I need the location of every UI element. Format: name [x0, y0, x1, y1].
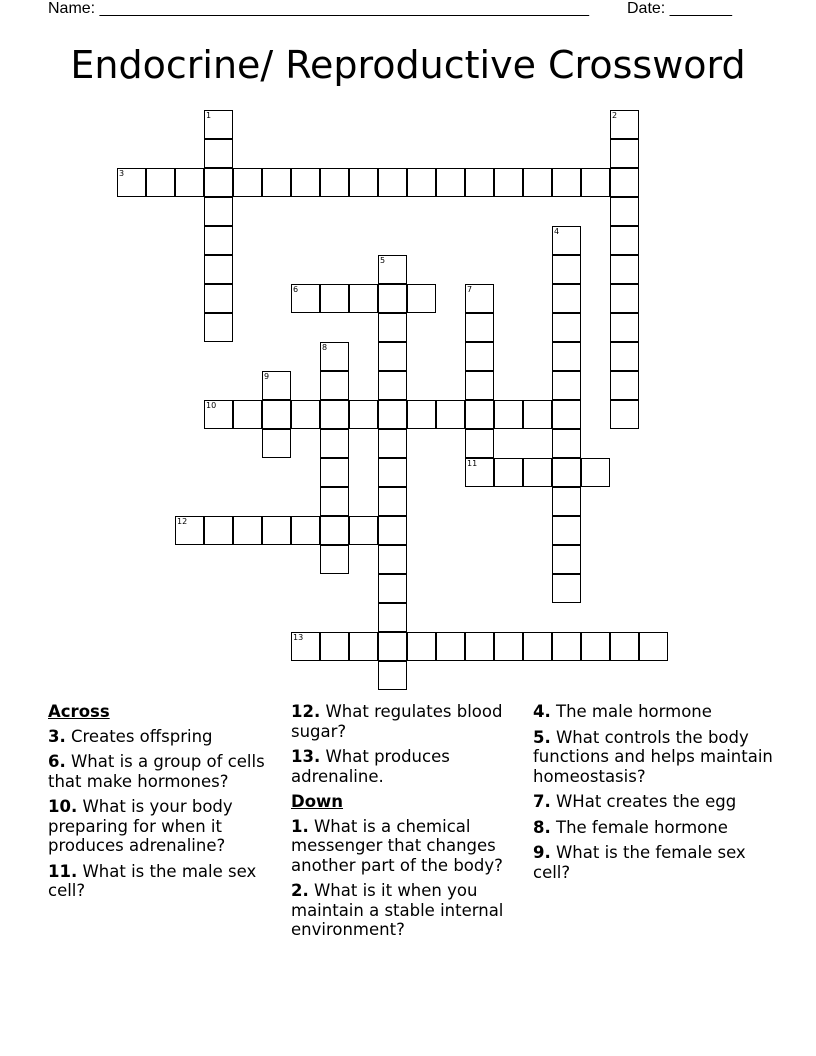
clue-down-5: 5. What controls the body functions and helps maintain homeostasis?	[533, 727, 773, 786]
grid-cell[interactable]	[233, 516, 262, 545]
grid-cell[interactable]	[204, 168, 233, 197]
page-title: Endocrine/ Reproductive Crossword	[70, 43, 746, 87]
grid-cell[interactable]	[552, 284, 581, 313]
clue-number: 13	[293, 633, 304, 642]
down-heading: Down	[291, 792, 344, 811]
grid-cell[interactable]	[204, 110, 233, 139]
clue-down-1: 1. What is a chemical messenger that changes another part of the body?	[291, 816, 503, 875]
clue-number: 6	[293, 285, 299, 294]
grid-cell[interactable]	[610, 110, 639, 139]
clue-across-10: 10. What is your body preparing for when it produces adrenaline?	[48, 797, 233, 855]
grid-cell[interactable]	[175, 516, 204, 545]
clue-number: 1	[206, 111, 212, 120]
grid-cell[interactable]	[494, 458, 523, 487]
grid-cell[interactable]	[465, 632, 494, 661]
grid-cell[interactable]	[407, 284, 436, 313]
grid-cell[interactable]	[262, 429, 291, 458]
grid-cell[interactable]	[204, 139, 233, 168]
clue-number: 3	[119, 169, 125, 178]
grid-cell[interactable]	[175, 168, 204, 197]
grid-cell[interactable]	[320, 168, 349, 197]
grid-cell[interactable]	[378, 632, 407, 661]
clue-number: 4	[554, 227, 560, 236]
clue-number: 2	[612, 111, 618, 120]
grid-cell[interactable]	[581, 632, 610, 661]
grid-cell[interactable]	[233, 168, 262, 197]
grid-cell[interactable]	[552, 226, 581, 255]
grid-cell[interactable]	[349, 284, 378, 313]
grid-cell[interactable]	[610, 342, 639, 371]
grid-cell[interactable]	[378, 661, 407, 690]
grid-cell[interactable]	[552, 371, 581, 400]
grid-cell[interactable]	[117, 168, 146, 197]
clue-across-6: 6. What is a group of cells that make hormones?	[48, 752, 265, 791]
grid-cell[interactable]	[378, 342, 407, 371]
grid-cell[interactable]	[523, 632, 552, 661]
clue-number: 7	[467, 285, 473, 294]
grid-cell[interactable]	[552, 545, 581, 574]
grid-cell[interactable]	[407, 400, 436, 429]
grid-cell[interactable]	[378, 371, 407, 400]
grid-cell[interactable]	[552, 342, 581, 371]
grid-cell[interactable]	[320, 632, 349, 661]
grid-cell[interactable]	[465, 284, 494, 313]
grid-cell[interactable]	[494, 632, 523, 661]
clue-across-12: 12. What regulates blood sugar?	[291, 702, 503, 741]
grid-cell[interactable]	[320, 371, 349, 400]
clue-down-2: 2. What is it when you maintain a stable internal environment?	[291, 881, 504, 939]
clue-number: 12	[177, 517, 188, 526]
grid-cell[interactable]	[639, 632, 668, 661]
grid-cell[interactable]	[436, 168, 465, 197]
clue-number: 11	[467, 459, 478, 468]
grid-cell[interactable]	[610, 139, 639, 168]
grid-cell[interactable]	[349, 168, 378, 197]
grid-cell[interactable]	[349, 516, 378, 545]
date-field-label: Date: _______	[627, 0, 732, 17]
grid-cell[interactable]	[610, 255, 639, 284]
grid-cell[interactable]	[378, 458, 407, 487]
grid-cell[interactable]	[436, 400, 465, 429]
grid-cell[interactable]	[204, 226, 233, 255]
grid-cell[interactable]	[523, 168, 552, 197]
grid-cell[interactable]	[204, 313, 233, 342]
grid-cell[interactable]	[552, 574, 581, 603]
grid-cell[interactable]	[523, 458, 552, 487]
grid-cell[interactable]	[204, 255, 233, 284]
grid-cell[interactable]	[494, 400, 523, 429]
clue-down-9: 9. What is the female sex cell?	[533, 843, 746, 882]
grid-cell[interactable]	[349, 632, 378, 661]
grid-cell[interactable]	[262, 516, 291, 545]
grid-cell[interactable]	[610, 400, 639, 429]
clue-number: 8	[322, 343, 328, 352]
grid-cell[interactable]	[407, 632, 436, 661]
grid-cell[interactable]	[552, 168, 581, 197]
grid-cell[interactable]	[465, 313, 494, 342]
grid-cell[interactable]	[204, 400, 233, 429]
grid-cell[interactable]	[610, 313, 639, 342]
grid-cell[interactable]	[378, 603, 407, 632]
grid-cell[interactable]	[610, 284, 639, 313]
clue-down-7: 7. WHat creates the egg	[533, 792, 737, 811]
clue-across-13: 13. What produces adrenaline.	[291, 747, 450, 786]
grid-cell[interactable]	[465, 429, 494, 458]
clue-number: 5	[380, 256, 386, 265]
grid-cell[interactable]	[523, 400, 552, 429]
clue-column-3	[533, 702, 773, 888]
grid-cell[interactable]	[262, 371, 291, 400]
grid-cell[interactable]	[552, 429, 581, 458]
grid-cell[interactable]	[552, 487, 581, 516]
grid-cell[interactable]	[378, 284, 407, 313]
grid-cell[interactable]	[320, 487, 349, 516]
grid-cell[interactable]	[146, 168, 175, 197]
grid-cell[interactable]	[320, 400, 349, 429]
grid-cell[interactable]	[291, 284, 320, 313]
grid-cell[interactable]	[610, 632, 639, 661]
grid-cell[interactable]	[320, 284, 349, 313]
clue-column-1	[48, 702, 288, 907]
clue-across-11: 11. What is the male sex cell?	[48, 861, 257, 900]
grid-cell[interactable]	[320, 516, 349, 545]
grid-cell[interactable]	[552, 632, 581, 661]
grid-cell[interactable]	[378, 487, 407, 516]
grid-cell[interactable]	[465, 458, 494, 487]
grid-cell[interactable]	[204, 197, 233, 226]
grid-cell[interactable]	[204, 516, 233, 545]
grid-cell[interactable]	[552, 400, 581, 429]
grid-cell[interactable]	[494, 168, 523, 197]
grid-cell[interactable]	[378, 400, 407, 429]
grid-cell[interactable]	[291, 400, 320, 429]
grid-cell[interactable]	[378, 574, 407, 603]
clue-across-3: 3. Creates offspring	[48, 726, 213, 746]
grid-cell[interactable]	[378, 313, 407, 342]
grid-cell[interactable]	[378, 255, 407, 284]
grid-cell[interactable]	[465, 342, 494, 371]
grid-cell[interactable]	[552, 255, 581, 284]
grid-cell[interactable]	[610, 197, 639, 226]
grid-cell[interactable]	[291, 168, 320, 197]
clue-number: 9	[264, 372, 270, 381]
grid-cell[interactable]	[233, 400, 262, 429]
grid-cell[interactable]	[552, 458, 581, 487]
grid-cell[interactable]	[291, 516, 320, 545]
grid-cell[interactable]	[581, 458, 610, 487]
across-heading: Across	[48, 702, 110, 721]
grid-cell[interactable]	[465, 400, 494, 429]
grid-cell[interactable]	[378, 168, 407, 197]
clue-down-8: 8. The female hormone	[533, 817, 728, 837]
grid-cell[interactable]	[378, 545, 407, 574]
grid-cell[interactable]	[610, 226, 639, 255]
grid-cell[interactable]	[291, 632, 320, 661]
grid-cell[interactable]	[436, 632, 465, 661]
grid-cell[interactable]	[465, 168, 494, 197]
clue-column-2	[291, 702, 531, 946]
grid-cell[interactable]	[378, 516, 407, 545]
grid-cell[interactable]	[262, 400, 291, 429]
grid-cell[interactable]	[262, 168, 291, 197]
grid-cell[interactable]	[320, 342, 349, 371]
grid-cell[interactable]	[204, 284, 233, 313]
grid-cell[interactable]	[320, 458, 349, 487]
grid-cell[interactable]	[407, 168, 436, 197]
grid-cell[interactable]	[610, 371, 639, 400]
grid-cell[interactable]	[465, 371, 494, 400]
clue-number: 10	[206, 401, 217, 410]
grid-cell[interactable]	[610, 168, 639, 197]
grid-cell[interactable]	[378, 429, 407, 458]
name-field-label: Name: _______________________________________________________	[48, 0, 589, 17]
grid-cell[interactable]	[320, 429, 349, 458]
grid-cell[interactable]	[581, 168, 610, 197]
clue-down-4: 4. The male hormone	[533, 702, 712, 721]
grid-cell[interactable]	[552, 313, 581, 342]
grid-cell[interactable]	[320, 545, 349, 574]
grid-cell[interactable]	[552, 516, 581, 545]
grid-cell[interactable]	[349, 400, 378, 429]
